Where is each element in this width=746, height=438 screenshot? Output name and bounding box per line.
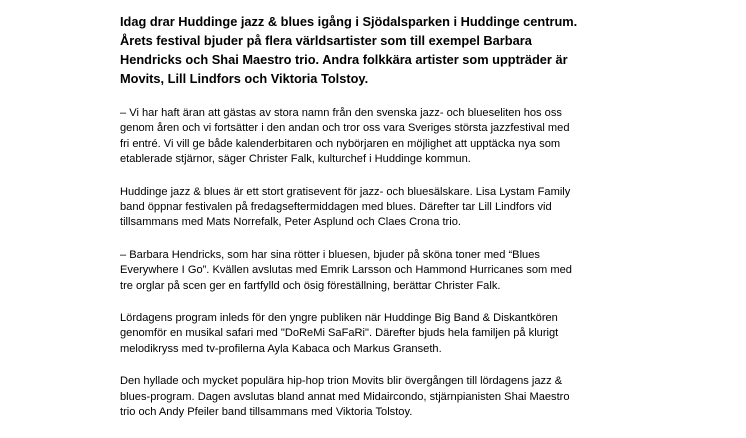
body-line: etablerade stjärnor, säger Christer Falk, kulturchef i Huddinge kommun.: [120, 153, 471, 166]
body-line: Lördagens program inleds för den yngre publiken när Huddinge Big Band & Diskantkören: [120, 312, 558, 325]
body-line: fri entré. Vi vill ge både kalenderbitaren och nybörjaren en möjlighet att upptäcka nya som: [120, 137, 561, 150]
paragraph-saturday: [120, 311, 720, 357]
paragraph-hendricks: [120, 248, 720, 294]
article: [120, 12, 720, 438]
lead-line: Hendricks och Shai Maestro trio. Andra folkkära artister som uppträder är: [120, 52, 568, 67]
body-line: trio och Andy Pfeiler band tillsammans med Viktoria Tolstoy.: [120, 406, 413, 419]
body-line: tillsammans med Mats Norrefalk, Peter Asplund och Claes Crona trio.: [120, 216, 461, 229]
body-line: band öppnar festivalen på fredagseftermiddagen med blues. Därefter tar Lill Lindfors vid: [120, 201, 552, 214]
body-line: Huddinge jazz & blues är ett stort gratisevent för jazz- och bluesälskare. Lisa Lystam Family: [120, 185, 571, 198]
article-lead: [120, 12, 720, 88]
body-line: blues-program. Dagen avslutas bland annat med Midaircondo, stjärnpianisten Shai Maestro: [120, 390, 570, 403]
body-line: Everywhere I Go”. Kvällen avslutas med Emrik Larsson och Hammond Hurricanes som med: [120, 264, 572, 277]
lead-line: Movits, Lill Lindfors och Viktoria Tolstoy.: [120, 71, 369, 86]
lead-line: Årets festival bjuder på flera världsartister som till exempel Barbara: [120, 33, 532, 48]
paragraph-friday: [120, 185, 720, 231]
body-line: genomför en musikal safari med "DoReMi SaFaRi". Därefter bjuds hela familjen på klurigt: [120, 327, 559, 340]
body-line: genom åren och vi fortsätter i den andan och tror oss vara Sveriges största jazzfestival med: [120, 122, 570, 135]
paragraph-movits: [120, 374, 720, 420]
paragraph-quote-falk: [120, 106, 720, 168]
body-line: – Barbara Hendricks, som har sina rötter i bluesen, bjuder på sköna toner med “Blues: [120, 248, 540, 261]
body-line: Den hyllade och mycket populära hip-hop trion Movits blir övergången till lördagens jazz &: [120, 375, 563, 388]
body-line: melodikryss med tv-profilerna Ayla Kabaca och Markus Granseth.: [120, 342, 442, 355]
body-line: tre orglar på scen ger en fartfylld och ösig föreställning, berättar Christer Falk.: [120, 279, 501, 292]
body-line: – Vi har haft äran att gästas av stora namn från den svenska jazz- och blueseliten hos oss: [120, 107, 562, 119]
lead-line: Idag drar Huddinge jazz & blues igång i Sjödalsparken i Huddinge centrum.: [120, 14, 578, 29]
